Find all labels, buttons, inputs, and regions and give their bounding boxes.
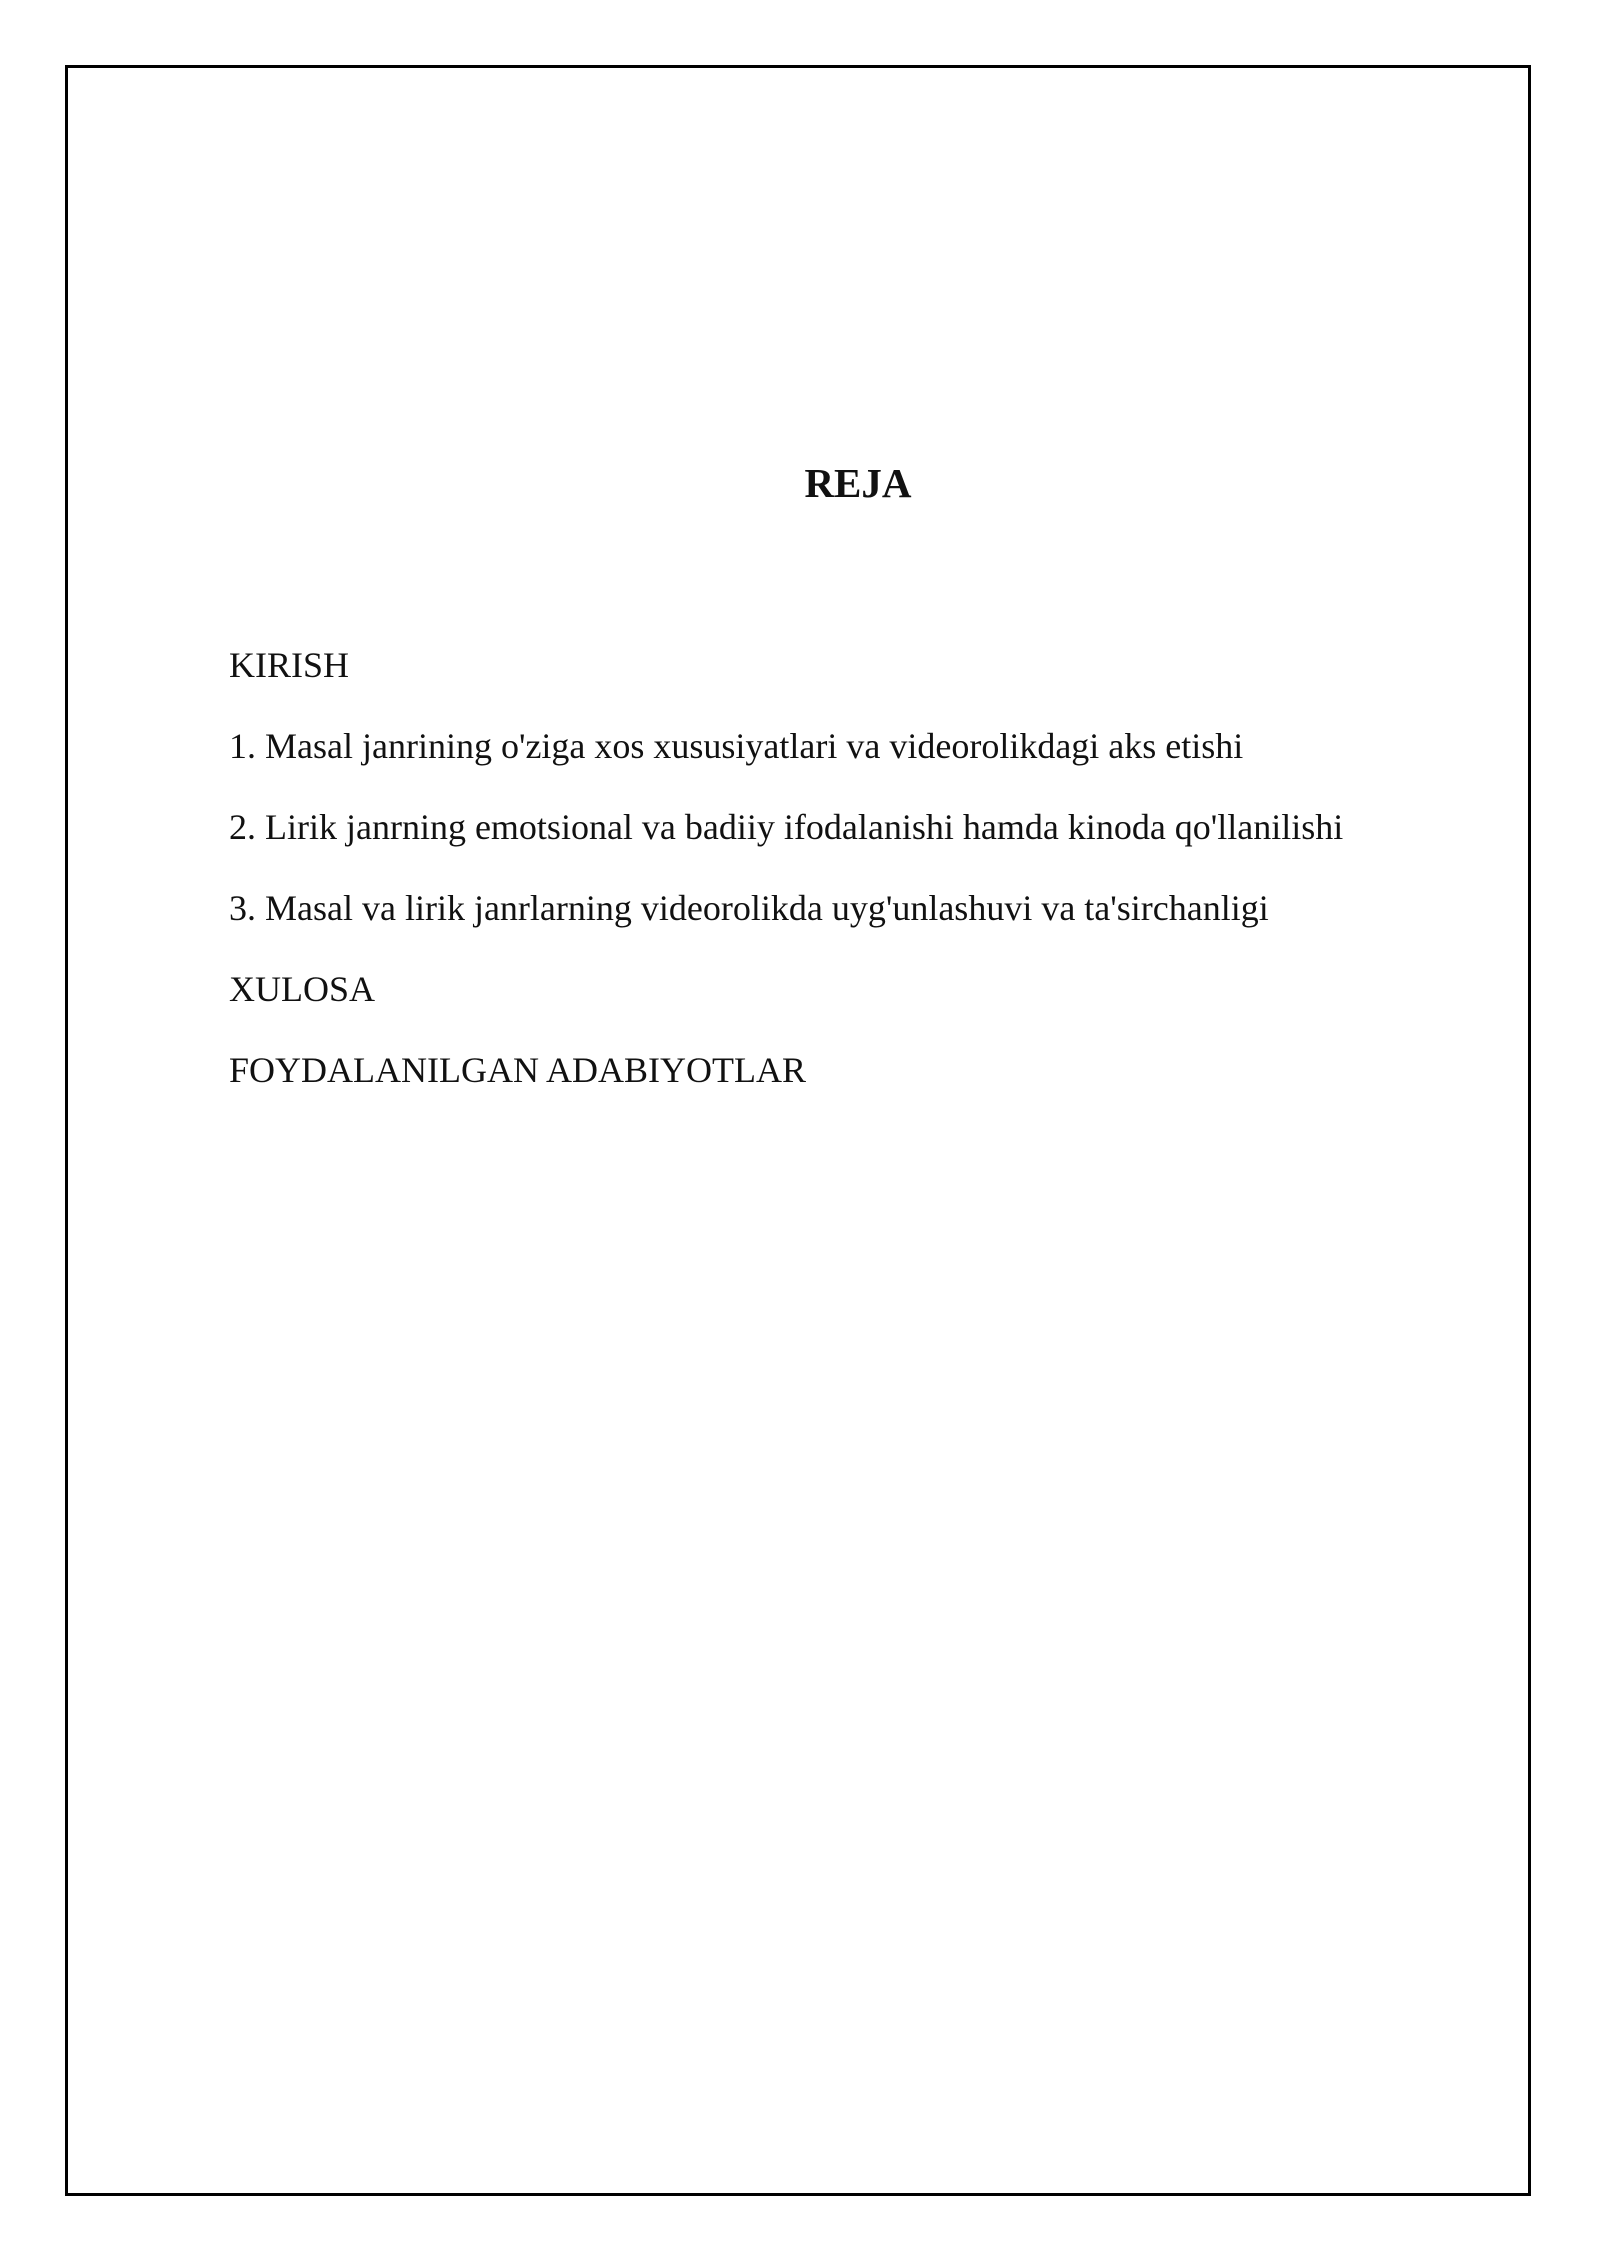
toc-item-introduction: KIRISH: [229, 645, 350, 685]
page-border: [65, 65, 1531, 2196]
toc-item-conclusion: XULOSA: [229, 969, 376, 1009]
toc-item-section-3: 3. Masal va lirik janrlarning videorolikda uyg'unlashuvi va ta'sirchanligi: [229, 888, 1269, 928]
toc-item-section-1: 1. Masal janrining o'ziga xos xususiyatlari va videorolikdagi aks etishi: [229, 726, 1244, 766]
table-of-contents: [229, 640, 1343, 1126]
toc-item-references: FOYDALANILGAN ADABIYOTLAR: [229, 1050, 806, 1090]
toc-item-section-2: 2. Lirik janrning emotsional va badiiy ifodalanishi hamda kinoda qo'llanilishi: [229, 807, 1344, 847]
page-title: REJA: [804, 460, 912, 506]
